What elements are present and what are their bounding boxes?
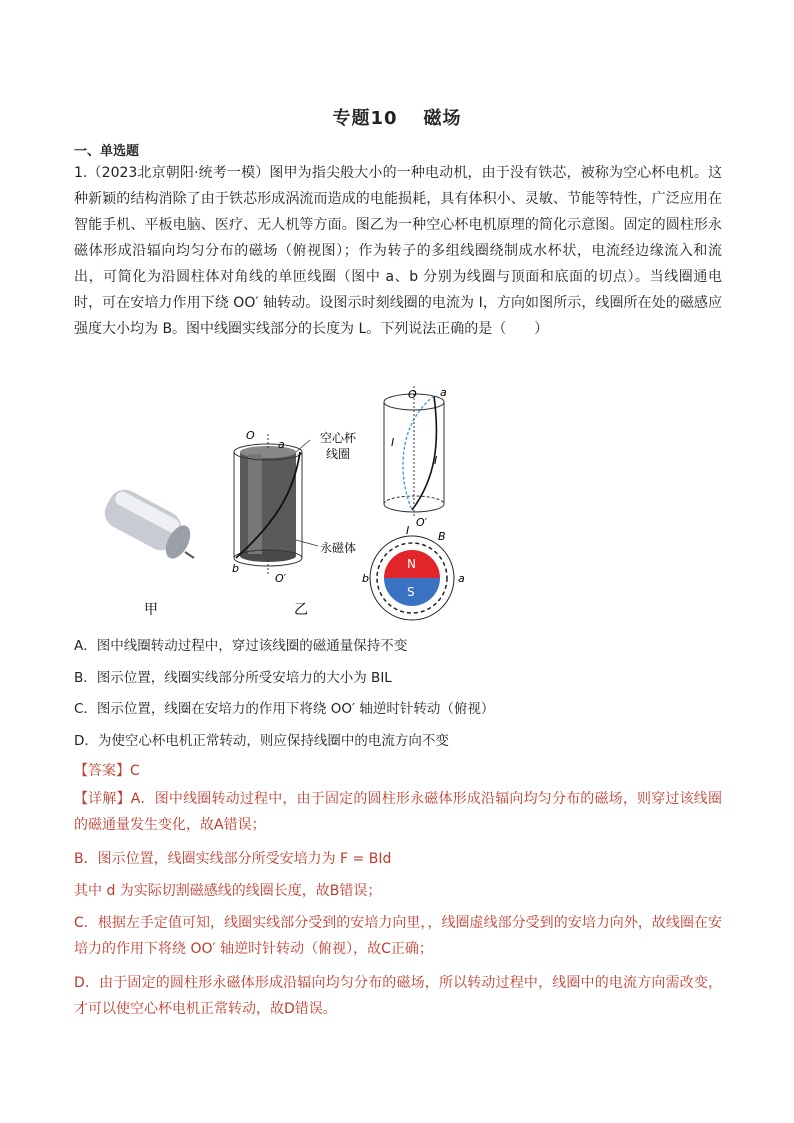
label-a-right: a: [440, 386, 447, 399]
label-i-dashed: I: [391, 436, 395, 449]
section-heading: 一、单选题: [74, 144, 140, 159]
explanation-a: 【详解】A．图中线圈转动过程中，由于固定的圆柱形永磁体形成沿辐向均匀分布的磁场，则穿过该线圈的磁通量发生变化，故A错误；: [74, 791, 722, 833]
option-a: A．图中线圈转动过程中，穿过该线圈的磁通量保持不变: [74, 638, 408, 654]
explanation-c: C．根据左手定值可知，线圈实线部分受到的安培力向里，，线圈虚线部分受到的安培力向外，故线圈在安培力的作用下将绕 OO′ 轴逆时针转动（俯视），故C正确；: [74, 915, 722, 957]
label-b-top: b: [362, 572, 369, 585]
magnet-top-view: [370, 536, 454, 620]
title-topic-number: 专题10: [332, 108, 398, 129]
label-coil-2: 线圈: [326, 447, 351, 461]
label-s: S: [407, 585, 415, 599]
explanation-b: B．图示位置，线圈实线部分所受安培力为 F = BId: [74, 851, 392, 867]
label-i-solid: I: [434, 454, 438, 467]
label-b-left: b: [232, 562, 239, 575]
label-o-right: O: [408, 388, 417, 401]
label-a-left: a: [278, 438, 285, 451]
label-yi: 乙: [294, 602, 308, 618]
motor-photo: [99, 484, 195, 563]
coil-cylinder: [234, 434, 302, 574]
page-title: [0, 104, 794, 130]
title-topic-name: 磁场: [423, 108, 462, 129]
label-coil: 空心杯: [320, 431, 357, 445]
motor-diagram: [80, 382, 480, 622]
option-d: D．为使空心杯电机正常转动，则应保持线圈中的电流方向不变: [74, 733, 449, 749]
label-i-top: I: [406, 524, 410, 537]
label-op-right: O′: [416, 516, 428, 529]
answer: 【答案】C: [74, 763, 140, 779]
current-cylinder: [384, 386, 444, 518]
explanation-b-note: 其中 d 为实际切割磁感线的线圈长度，故B错误；: [74, 883, 382, 899]
label-jia: 甲: [144, 602, 158, 618]
label-n: N: [407, 557, 416, 571]
label-a-top: a: [458, 572, 465, 585]
question-text: 1.（2023北京朝阳·统考一模）图甲为指尖般大小的一种电动机，由于没有铁芯，被称为空心杯电机。这种新颖的结构消除了由于铁芯形成涡流而造成的电能损耗，具有体积小、灵敏、节能等特性，广泛应用在智能手机、平板电脑、医疗、无人机等方面。图乙为一种空心杯电机原理的简化示意图。固定的圆柱形永磁体形成沿辐向均匀分布的磁场（俯视图）；作为转子的多组线圈绕制成水杯状，电流经边缘流入和流出，可简化为沿圆柱体对角线的单匝线圈（图中 a、b 分别为线圈与顶面和底面的切点）。当线圈通电时，可在安培力作用下绕 OO′ 轴转动。设图示时刻线圈的电流为 I，方向如图所示，线圈所在处的磁感应强度大小均为 B。图中线圈实线部分的长度为 L。下列说法正确的是（ ）: [74, 165, 722, 337]
label-o-left: O: [246, 429, 255, 442]
label-magnet: 永磁体: [320, 541, 357, 555]
label-op-left: O′: [275, 572, 287, 585]
explanation-d: D．由于固定的圆柱形永磁体形成沿辐向均匀分布的磁场，所以转动过程中，线圈中的电流方向需改变，才可以使空心杯电机正常转动，故D错误。: [74, 975, 722, 1017]
label-b-field: B: [438, 530, 446, 543]
option-c: C．图示位置，线圈在安培力的作用下将绕 OO′ 轴逆时针转动（俯视）: [74, 701, 495, 717]
option-b: B．图示位置，线圈实线部分所受安培力的大小为 BIL: [74, 670, 392, 686]
